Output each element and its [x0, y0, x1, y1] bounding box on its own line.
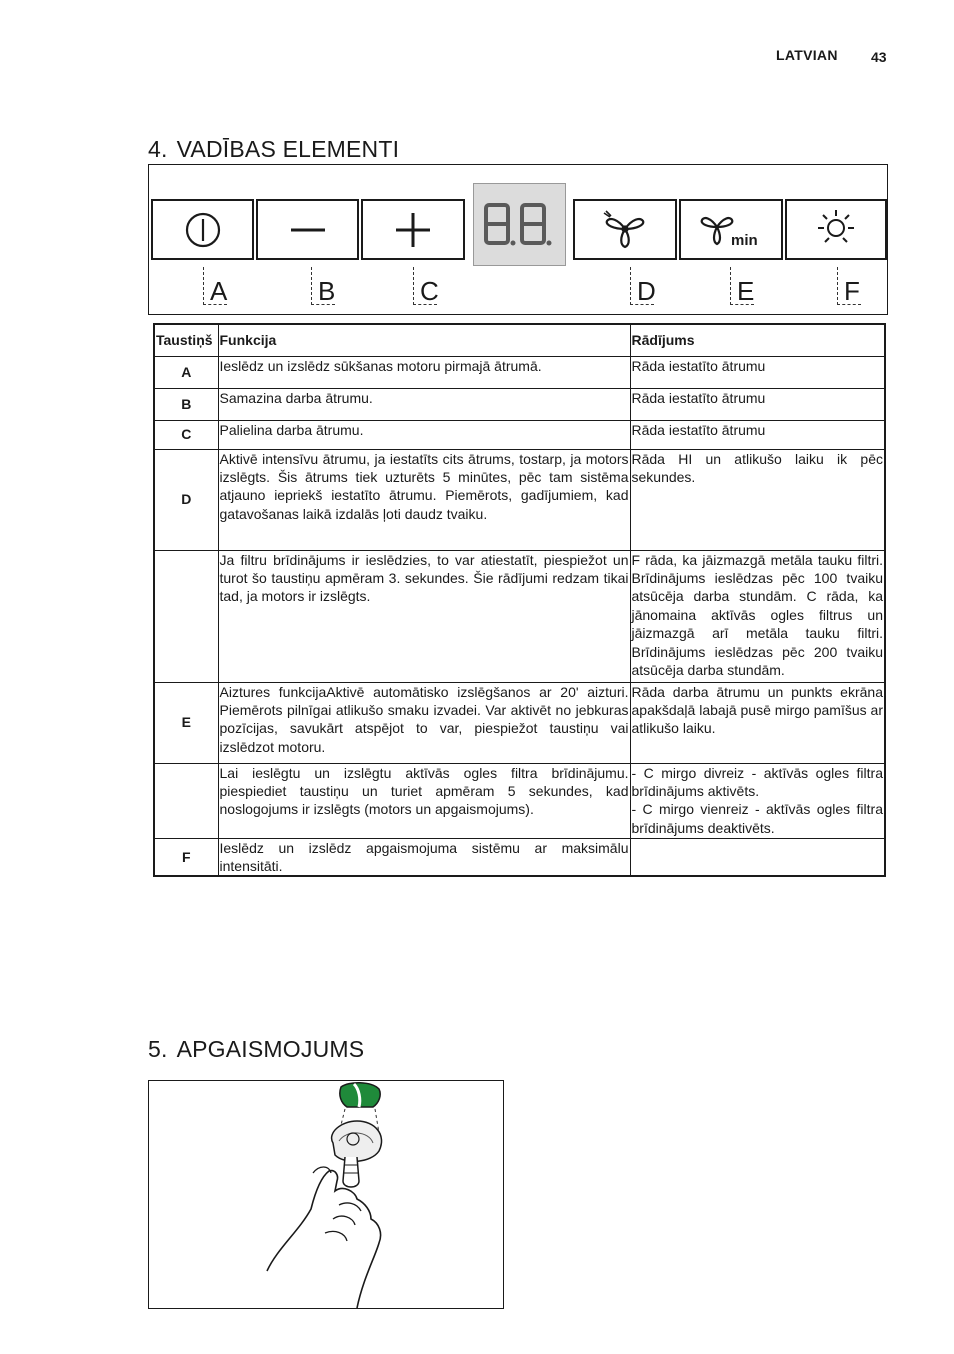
header-key: Taustiņš	[154, 324, 218, 356]
row-key: A	[154, 356, 218, 388]
row-key	[154, 550, 218, 682]
row-display: Rāda iestatīto ātrumu	[630, 420, 885, 449]
table-row	[154, 388, 885, 420]
label-f: F	[837, 267, 860, 305]
power-icon	[183, 210, 223, 250]
row-display: Rāda darba ātrumu un punkts ekrāna apakšdaļā labajā pusē mirgo pamīšus ar atlikušo laiku.	[630, 682, 885, 763]
row-function: Palielina darba ātrumu.	[218, 420, 630, 449]
light-bulb-icon	[814, 208, 858, 252]
row-function: Lai ieslēgtu un izslēgtu aktīvās ogles filtra brīdinājumu. piespiediet taustiņu un turiet apmēram 5 sekundes, kad noslogojums ir izslēgts (motors un apgaismojums).	[218, 763, 630, 838]
label-a: A	[203, 267, 227, 305]
key-f-light-button[interactable]	[785, 199, 887, 260]
minus-icon	[288, 210, 328, 250]
row-key: B	[154, 388, 218, 420]
row-key: E	[154, 682, 218, 763]
row-function: Aktivē intensīvu ātrumu, ja iestatīts cits ātrums, tostarp, ja motors izslēgts. Šis ātrums tiek uzturēts 5 minūtes, pēc tam sistēma atjauno iepriekš iestatīto ātrumu. Piemērots, gadījumiem, kad gatavošanas laikā izdalās ļoti daudz tvaiku.	[218, 449, 630, 550]
row-display	[630, 763, 885, 838]
table-row	[154, 838, 885, 876]
row-display: F rāda, ka jāizmazgā metāla tauku filtri. Brīdinājums ieslēdzas pēc 100 tvaiku atsūcēja darba stundām. C rāda, ka jānomaina aktīvās ogles filtrus un jāizmazgā arī metāla tauku filtri. Brīdinājums ieslēdzas pēc 200 tvaiku atsūcēja darba stundām.	[630, 550, 885, 682]
section-title-text: VADĪBAS ELEMENTI	[176, 136, 400, 162]
table-row	[154, 550, 885, 682]
table-header-row	[154, 324, 885, 356]
table-row	[154, 763, 885, 838]
row-display: Rāda iestatīto ātrumu	[630, 388, 885, 420]
row-key	[154, 763, 218, 838]
key-a-power-button[interactable]	[151, 199, 254, 260]
section-number: 4.	[148, 136, 168, 162]
row-function: Samazina darba ātrumu.	[218, 388, 630, 420]
label-d: D	[630, 267, 656, 305]
row-key: D	[154, 449, 218, 550]
control-panel	[148, 164, 888, 315]
key-d-boost-button[interactable]	[573, 199, 677, 260]
plus-icon	[393, 210, 433, 250]
row-display: Rāda iestatīto ātrumu	[630, 356, 885, 388]
section-title-text: APGAISMOJUMS	[176, 1036, 365, 1062]
label-c: C	[413, 267, 439, 305]
lighting-illustration	[148, 1080, 504, 1309]
display-digits	[480, 200, 560, 250]
row-display	[630, 838, 885, 876]
seven-segment-display	[473, 183, 566, 266]
row-function: Ieslēdz un izslēdz sūkšanas motoru pirmajā ātrumā.	[218, 356, 630, 388]
section-5-title	[148, 1036, 364, 1063]
section-number: 5.	[148, 1036, 168, 1062]
row-function: Ieslēdz un izslēdz apgaismojuma sistēmu ar maksimālu intensitāti.	[218, 838, 630, 876]
fan-min-icon	[699, 209, 763, 251]
key-e-min-button[interactable]	[679, 199, 783, 260]
table-row	[154, 449, 885, 550]
table-row	[154, 420, 885, 449]
label-e: E	[730, 267, 754, 305]
row-function: Aiztures funkcijaAktivē automātisko izslēgšanos ar 20' aizturi. Piemērots pilnīgai atlikušo smaku izvadei. Var aktivēt no jebkuras pozīcijas, savukārt atspējot to var, piespiežot taustiņu vai izslēdzot motoru.	[218, 682, 630, 763]
min-label: min	[731, 231, 758, 249]
header-function: Funkcija	[218, 324, 630, 356]
section-4-title	[148, 136, 399, 163]
display-line: - C mirgo divreiz - aktīvās ogles filtra brīdinājums aktivēts.	[631, 764, 883, 799]
display-line: - C mirgo vienreiz - aktīvās ogles filtra brīdinājums deaktivēts.	[631, 801, 883, 836]
bulb-replacement-hand-icon	[149, 1081, 503, 1308]
controls-table	[153, 323, 886, 877]
row-key: C	[154, 420, 218, 449]
key-b-minus-button[interactable]	[256, 199, 359, 260]
header-display: Rādījums	[630, 324, 885, 356]
header-language: LATVIAN	[776, 47, 838, 63]
row-key: F	[154, 838, 218, 876]
row-display: Rāda HI un atlikušo laiku ik pēc sekundes.	[630, 449, 885, 550]
page-number: 43	[871, 49, 887, 65]
label-b: B	[311, 267, 335, 305]
row-function: Ja filtru brīdinājums ir ieslēdzies, to var atiestatīt, piespiežot un turot šo taustiņu apmēram 3. sekundes. Šie rādījumi redzam tikai tad, ja motors ir izslēgts.	[218, 550, 630, 682]
key-c-plus-button[interactable]	[361, 199, 465, 260]
fan-boost-icon	[602, 209, 648, 251]
table-row	[154, 682, 885, 763]
table-row	[154, 356, 885, 388]
